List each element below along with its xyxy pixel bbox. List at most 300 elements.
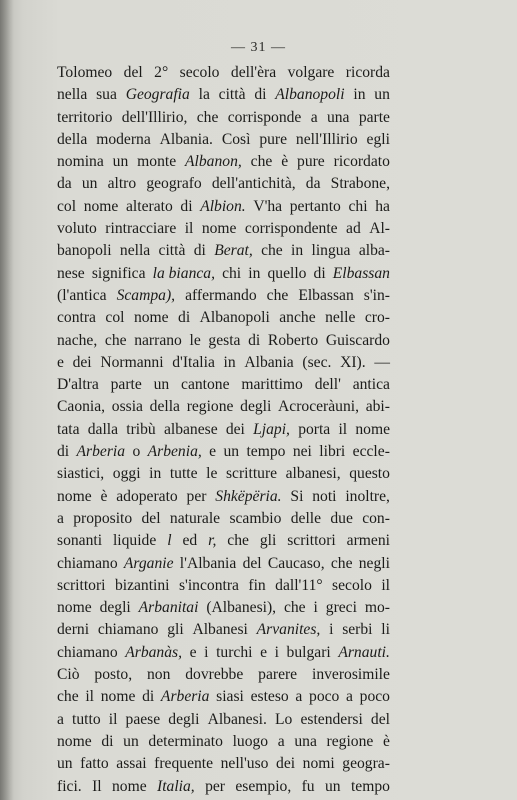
- word: Elbassan: [332, 264, 390, 282]
- word: è: [100, 487, 108, 505]
- word: è: [382, 732, 390, 750]
- text-line: [57, 553, 390, 575]
- text-line: [57, 263, 390, 285]
- word: Italia,: [157, 777, 195, 795]
- text-line: [57, 62, 390, 84]
- word: che: [250, 153, 273, 171]
- word: di: [313, 264, 326, 282]
- word: geogra-: [342, 755, 390, 773]
- word: pertanto: [289, 197, 341, 215]
- word: ad: [346, 220, 361, 238]
- word: o: [132, 443, 141, 461]
- word: Ljapi,: [253, 420, 290, 438]
- word: Tolomeo: [57, 64, 113, 81]
- word: un: [112, 153, 129, 171]
- word: determinato: [148, 732, 223, 750]
- word: ricordato: [333, 153, 390, 171]
- word: in: [149, 465, 162, 483]
- word: a: [57, 710, 64, 728]
- word: Acroceràuni,: [278, 398, 360, 416]
- word: ed: [182, 532, 198, 550]
- text-line: [57, 307, 390, 329]
- word: proposito: [73, 509, 133, 527]
- word: Arberia: [76, 443, 126, 461]
- text-line: [57, 151, 390, 173]
- word: nome: [57, 732, 92, 750]
- word: liquide: [112, 532, 157, 550]
- word: di: [254, 86, 267, 104]
- word: del: [370, 710, 390, 728]
- text-line: [57, 463, 390, 485]
- body-text: [57, 62, 390, 798]
- word: libri: [319, 443, 346, 461]
- word: fin: [248, 576, 266, 594]
- word: pure: [259, 130, 288, 148]
- word: il: [381, 576, 390, 594]
- word: dei: [225, 420, 245, 438]
- word: del: [242, 554, 262, 572]
- word: tutto: [72, 710, 101, 728]
- word: nese: [57, 264, 85, 282]
- word: Albania.: [159, 130, 213, 148]
- word: Arvanites,: [256, 621, 321, 639]
- word: Al-: [369, 220, 390, 238]
- word: Si: [290, 487, 304, 505]
- word: con-: [362, 509, 390, 527]
- word: nome: [355, 420, 390, 438]
- word: Albion.: [200, 197, 246, 215]
- word: secolo: [332, 576, 372, 594]
- word: poco: [309, 688, 340, 706]
- word: Albanesi: [192, 621, 248, 639]
- word: Shkëpëria.: [215, 487, 282, 505]
- word: bizantini: [114, 576, 170, 594]
- word: Normanni: [100, 353, 164, 371]
- text-line: [57, 486, 390, 508]
- word: di: [101, 732, 114, 750]
- word: narrano: [134, 331, 182, 349]
- word: corrisponde: [227, 108, 302, 126]
- word: albanese: [163, 420, 218, 438]
- word: siastici,: [57, 465, 105, 483]
- word: 2°: [154, 64, 169, 81]
- word: nell'Illirio: [295, 130, 358, 148]
- word: l'Albania: [179, 554, 237, 572]
- word: esempio,: [235, 777, 292, 795]
- word: nella: [119, 242, 151, 260]
- word: Guiscardo: [325, 331, 390, 349]
- word: in: [248, 264, 261, 282]
- word: dell'antichità,: [211, 175, 296, 193]
- word: a: [277, 732, 285, 750]
- word: alba-: [358, 242, 390, 260]
- word: —: [374, 353, 390, 371]
- word: dell': [314, 376, 341, 394]
- word: fatto: [80, 755, 109, 773]
- word: sua: [96, 86, 117, 104]
- word: siasi: [216, 688, 244, 706]
- text-line: [57, 731, 390, 753]
- word: eccle-: [352, 443, 390, 461]
- word: (Albanesi),: [206, 599, 277, 617]
- word: a: [295, 688, 303, 706]
- word: i: [313, 599, 318, 617]
- binding-shadow: [0, 0, 14, 800]
- word: la bianca,: [152, 264, 215, 282]
- text-line: [57, 530, 390, 552]
- word: D'altra: [57, 376, 99, 394]
- word: dell'Illirio,: [121, 108, 188, 126]
- word: Albanon,: [185, 153, 242, 171]
- text-line: [57, 374, 390, 396]
- word: Elbassan: [298, 286, 354, 304]
- word: Caonia,: [57, 398, 106, 416]
- word: s'in-: [363, 286, 390, 304]
- word: greci: [325, 599, 357, 617]
- word: nome: [100, 688, 136, 706]
- word: degli: [168, 710, 200, 728]
- word: Così: [221, 130, 251, 148]
- word: l: [167, 532, 172, 550]
- word: moderna: [96, 130, 151, 148]
- word: e: [57, 353, 64, 371]
- word: corrispondente: [244, 220, 338, 238]
- word: in: [291, 242, 304, 260]
- word: Arberia: [160, 688, 210, 706]
- word: banopoli: [57, 242, 112, 260]
- word: una: [294, 732, 317, 750]
- word: egli: [366, 130, 390, 148]
- word: il: [338, 420, 348, 438]
- word: (l'antica: [57, 286, 107, 304]
- word: di: [142, 688, 155, 706]
- word: da: [57, 175, 72, 193]
- word: quello: [267, 264, 307, 282]
- word: gli: [259, 532, 277, 550]
- word: che: [227, 532, 249, 550]
- text-line: [57, 575, 390, 597]
- word: tata: [57, 420, 80, 438]
- word: della: [149, 398, 180, 416]
- word: col: [105, 309, 125, 327]
- word: città: [158, 242, 186, 260]
- text-line: [57, 597, 390, 619]
- text-line: [57, 664, 390, 686]
- word: nell'uso: [220, 755, 269, 773]
- word: e: [189, 643, 197, 661]
- word: i: [274, 643, 279, 661]
- word: nelle: [325, 309, 356, 327]
- word: ricorda: [345, 64, 390, 81]
- word: i: [204, 643, 209, 661]
- word: Il: [92, 777, 102, 795]
- word: territorio: [57, 108, 113, 126]
- word: un: [374, 86, 390, 104]
- word: dalla: [87, 420, 119, 438]
- word: Arnauti.: [338, 643, 390, 661]
- word: naturale: [169, 509, 221, 527]
- word: geografo: [146, 175, 202, 193]
- word: un: [153, 376, 170, 394]
- word: bulgari: [286, 643, 331, 661]
- word: della: [57, 130, 88, 148]
- word: regione: [326, 732, 374, 750]
- word: Arganie: [123, 554, 174, 572]
- text-line: [57, 107, 390, 129]
- text-line: [57, 330, 390, 352]
- word: tutte: [169, 465, 198, 483]
- word: poco: [359, 688, 390, 706]
- word: Geografia: [125, 86, 190, 104]
- word: nome: [57, 487, 92, 505]
- word: di: [178, 309, 191, 327]
- word: nomina: [57, 153, 104, 171]
- word: parere: [258, 666, 298, 684]
- word: Arbenia,: [147, 443, 202, 461]
- word: Caucaso,: [267, 554, 325, 572]
- word: esteso: [250, 688, 289, 706]
- word: un: [324, 777, 341, 795]
- word: paese: [125, 710, 161, 728]
- word: gli: [167, 621, 184, 639]
- text-line: [57, 352, 390, 374]
- word: serbi: [342, 621, 373, 639]
- word: un: [57, 755, 73, 773]
- word: li: [381, 621, 390, 639]
- word: scritture: [225, 465, 278, 483]
- word: abi-: [365, 398, 390, 416]
- text-line: [57, 129, 390, 151]
- word: rintracciare: [105, 220, 177, 238]
- word: secolo: [179, 64, 220, 81]
- word: a: [310, 108, 318, 126]
- text-line: [57, 441, 390, 463]
- word: adoperato: [116, 487, 178, 505]
- word: da: [305, 175, 321, 193]
- word: che: [196, 108, 219, 126]
- word: assai: [116, 755, 147, 773]
- word: monte: [137, 153, 177, 171]
- word: un: [223, 443, 240, 461]
- word: e: [209, 443, 217, 461]
- word: del: [123, 64, 143, 81]
- word: chi: [348, 197, 368, 215]
- page-number: — 31 —: [231, 40, 286, 55]
- word: dell'èra: [230, 64, 277, 81]
- word: Roberto: [267, 331, 319, 349]
- word: inoltre,: [345, 487, 390, 505]
- word: col: [57, 197, 77, 215]
- word: di: [180, 197, 193, 215]
- word: i: [329, 621, 334, 639]
- word: tempo: [246, 443, 286, 461]
- word: cro-: [364, 309, 390, 327]
- word: per: [186, 487, 207, 505]
- word: due: [330, 509, 353, 527]
- word: alterato: [126, 197, 173, 215]
- word: voluto: [57, 220, 97, 238]
- word: nome: [57, 599, 92, 617]
- text-line: [57, 508, 390, 530]
- word: tribù: [126, 420, 156, 438]
- word: luogo: [232, 732, 269, 750]
- text-line: [57, 776, 390, 798]
- word: contra: [57, 309, 96, 327]
- word: dei: [276, 755, 296, 773]
- word: in: [223, 353, 236, 371]
- word: parte: [358, 108, 390, 126]
- word: fu: [301, 777, 315, 795]
- word: (sec.: [302, 353, 332, 371]
- text-line: [57, 619, 390, 641]
- word: delle: [290, 509, 322, 527]
- word: volgare: [287, 64, 335, 81]
- word: posto,: [94, 666, 133, 684]
- text-line: [57, 84, 390, 106]
- text-line: [57, 218, 390, 240]
- word: che: [266, 286, 289, 304]
- word: anche: [279, 309, 316, 327]
- word: significa: [91, 264, 146, 282]
- word: tempo: [350, 777, 390, 795]
- word: parte: [110, 376, 142, 394]
- word: Arbanitai: [138, 599, 199, 617]
- word: Albanopoli: [199, 309, 270, 327]
- word: che: [283, 599, 306, 617]
- word: una: [326, 108, 350, 126]
- word: le: [189, 331, 201, 349]
- word: sonanti: [57, 532, 103, 550]
- word: altro: [107, 175, 137, 193]
- word: è: [281, 153, 289, 171]
- word: in: [353, 86, 366, 104]
- word: nomi: [302, 755, 335, 773]
- word: Lo: [275, 710, 293, 728]
- word: Scampa),: [116, 286, 176, 304]
- word: a: [57, 509, 64, 527]
- word: albanesi,: [285, 465, 341, 483]
- word: nella: [57, 86, 88, 104]
- word: degli: [240, 398, 272, 416]
- word: degli: [99, 599, 131, 617]
- word: Strabone,: [330, 175, 390, 193]
- word: chi: [222, 264, 242, 282]
- word: le: [206, 465, 218, 483]
- word: fici.: [57, 777, 82, 795]
- word: V'ha: [253, 197, 283, 215]
- word: nome: [111, 777, 147, 795]
- word: turchi: [216, 643, 253, 661]
- word: nache,: [57, 331, 98, 349]
- word: scambio: [229, 509, 282, 527]
- word: dall'11°: [275, 576, 323, 594]
- word: regione: [186, 398, 234, 416]
- word: ha: [375, 197, 390, 215]
- word: la: [198, 86, 210, 104]
- word: il: [85, 688, 95, 706]
- word: ossia: [111, 398, 143, 416]
- text-line: [57, 196, 390, 218]
- text-line: [57, 753, 390, 775]
- word: nei: [292, 443, 312, 461]
- word: Albanopoli: [275, 86, 345, 104]
- text-line: [57, 173, 390, 195]
- word: nome: [83, 197, 119, 215]
- text-line: [57, 642, 390, 664]
- word: scrittori: [57, 576, 106, 594]
- word: d'Italia: [172, 353, 215, 371]
- word: Berat,: [214, 242, 253, 260]
- word: chiamano: [97, 621, 159, 639]
- word: armeni: [346, 532, 390, 550]
- word: un: [81, 175, 98, 193]
- word: che: [261, 242, 283, 260]
- word: e: [260, 643, 267, 661]
- word: porta: [298, 420, 331, 438]
- text-line: [57, 686, 390, 708]
- word: antica: [352, 376, 390, 394]
- word: dei: [72, 353, 92, 371]
- text-line: [57, 285, 390, 307]
- word: non: [146, 666, 171, 684]
- word: di: [248, 331, 261, 349]
- word: di: [57, 443, 70, 461]
- word: gesta: [208, 331, 241, 349]
- word: mo-: [364, 599, 390, 617]
- word: Albanesi.: [207, 710, 267, 728]
- word: noti: [312, 487, 337, 505]
- word: s'incontra: [178, 576, 239, 594]
- word: r,: [208, 532, 217, 550]
- word: un: [123, 732, 139, 750]
- word: nome: [201, 220, 237, 238]
- word: dovrebbe: [185, 666, 244, 684]
- word: per: [205, 777, 225, 795]
- word: derni: [57, 621, 90, 639]
- word: marittimo: [241, 376, 303, 394]
- word: chiamano: [57, 554, 118, 572]
- word: questo: [349, 465, 390, 483]
- word: scrittori: [287, 532, 336, 550]
- word: che: [104, 331, 127, 349]
- word: il: [108, 710, 118, 728]
- word: il: [184, 220, 194, 238]
- text-line: [57, 396, 390, 418]
- word: città: [218, 86, 246, 104]
- word: frequente: [154, 755, 214, 773]
- word: Albania: [244, 353, 294, 371]
- word: che: [330, 554, 353, 572]
- word: chiamano: [57, 643, 118, 661]
- word: nome: [133, 309, 169, 327]
- word: negli: [358, 554, 390, 572]
- word: affermando: [185, 286, 257, 304]
- word: Ciò: [57, 666, 80, 684]
- word: del: [141, 509, 161, 527]
- word: di: [193, 242, 206, 260]
- word: estendersi: [300, 710, 363, 728]
- word: che: [57, 688, 79, 706]
- word: Arbanàs,: [125, 643, 182, 661]
- word: oggi: [112, 465, 141, 483]
- word: pure: [297, 153, 325, 171]
- text-line: [57, 419, 390, 441]
- text-line: [57, 709, 390, 731]
- word: lingua: [311, 242, 351, 260]
- word: a: [346, 688, 353, 706]
- word: cantone: [181, 376, 230, 394]
- text-line: [57, 240, 390, 262]
